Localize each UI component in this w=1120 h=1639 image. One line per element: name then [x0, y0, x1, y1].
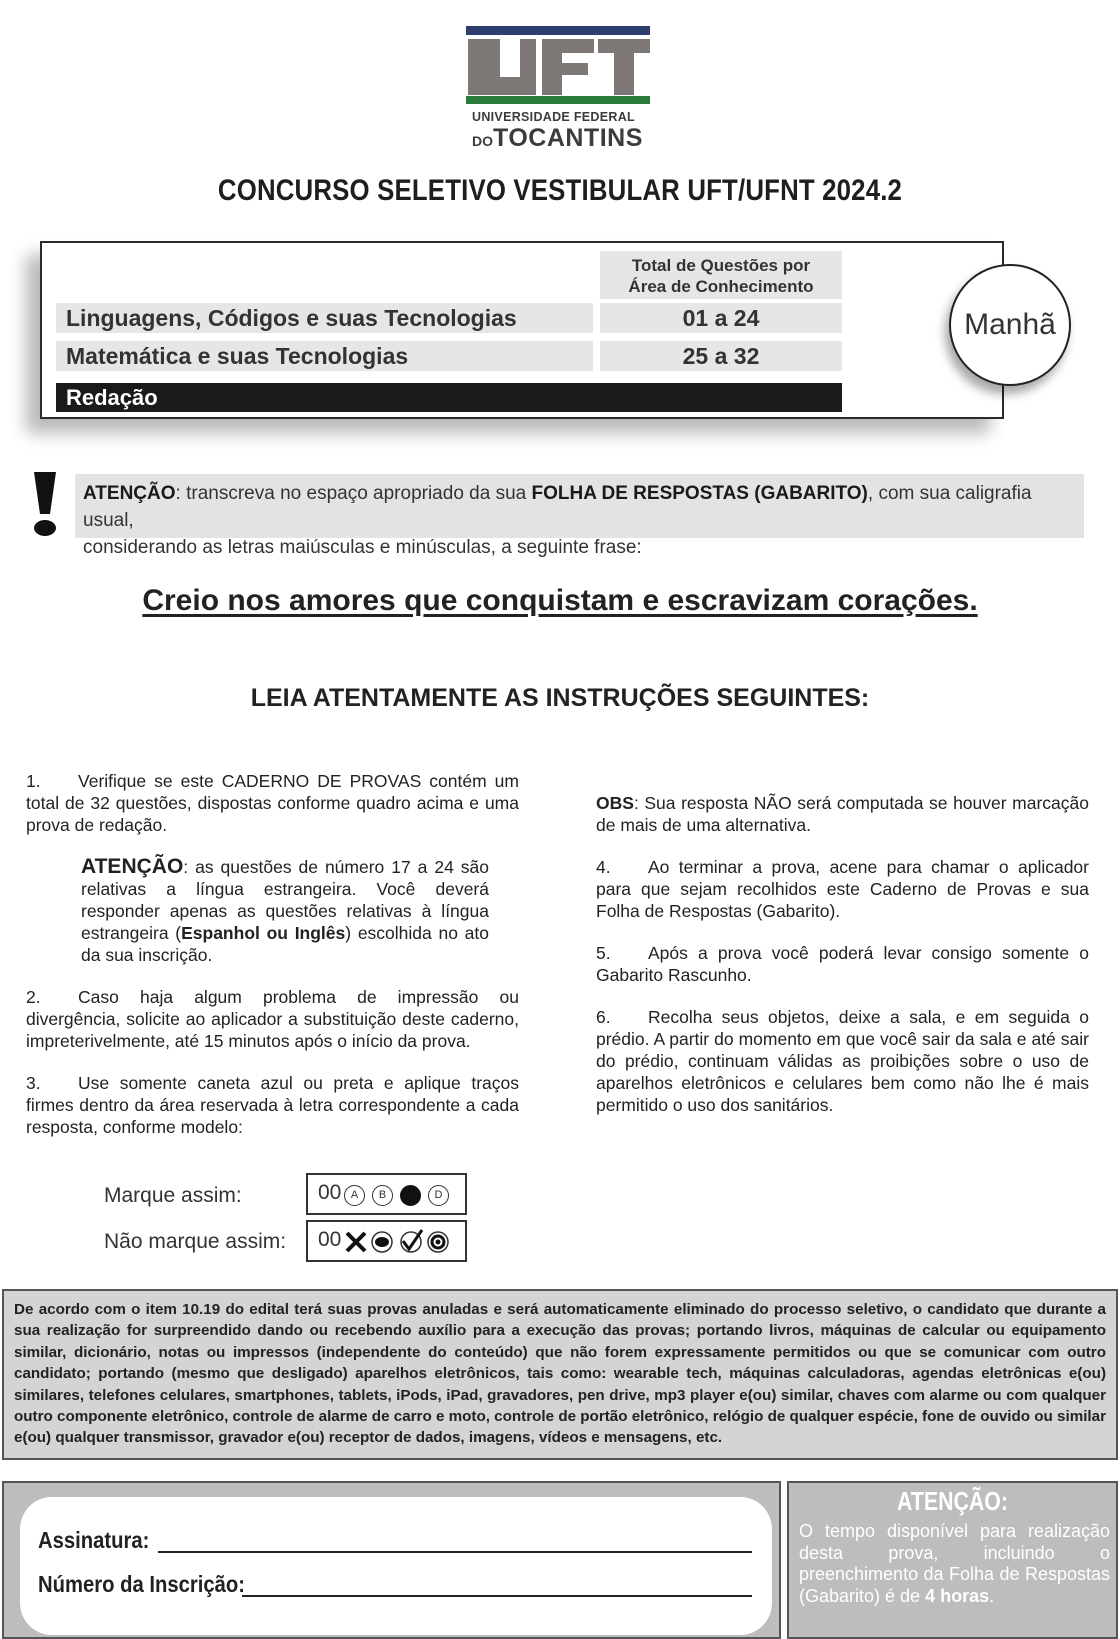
instruction-item [26, 770, 519, 836]
signature-card [20, 1497, 772, 1635]
mark-correct-label: Marque assim: [104, 1184, 242, 1207]
registration-line[interactable] [242, 1595, 752, 1597]
time-notice-title: ATENÇÃO: [897, 1486, 1008, 1516]
time-notice-text [799, 1521, 1110, 1607]
instruction-number: 6. [596, 1007, 611, 1027]
questions-header-line1: Total de Questões por [631, 256, 811, 275]
time-notice [787, 1481, 1118, 1639]
logo-do: DO [472, 133, 493, 149]
bubble-b: B [372, 1185, 393, 1206]
instruction-number: 5. [596, 943, 611, 963]
obs-text: : Sua resposta NÃO será computada se houver marcação de mais de uma alternativa. [596, 793, 1089, 835]
transcription-phrase: Creio nos amores que conquistam e escravizam corações. [142, 584, 978, 617]
mark-wrong-label: Não marque assim: [104, 1230, 287, 1253]
instruction-item [596, 1006, 1089, 1116]
signature-label: Assinatura: [38, 1527, 150, 1553]
instruction-item [596, 856, 1089, 922]
instruction-text: Use somente caneta azul ou preta e aplique traços firmes dentro da área reservada à letra correspondente a cada resposta, conforme modelo: [26, 1073, 519, 1137]
instructions-title: LEIA ATENTAMENTE AS INSTRUÇÕES SEGUINTES: [250, 684, 870, 712]
time-notice-body: O tempo disponível para realização desta prova, incluindo o preenchimento da Folha de Respostas (Gabarito) é de [799, 1521, 1110, 1606]
attention-bold: FOLHA DE RESPOSTAS (GABARITO) [531, 483, 868, 504]
attention-label: ATENÇÃO [83, 483, 176, 504]
bubble-d: D [428, 1185, 449, 1206]
instruction-item [26, 1072, 519, 1138]
uft-logo [466, 12, 650, 152]
instruction-number: 4. [596, 857, 611, 877]
page-title: CONCURSO SELETIVO VESTIBULAR UFT/UFNT 2024.2 [217, 174, 903, 207]
language-attention-text1: : as questões de número 17 a 24 são relativas a língua estrangeira. Você deverá responder apenas as questões relativas à língua estrangeira ( [81, 857, 489, 943]
instruction-text: Após a prova você poderá levar consigo somente o Gabarito Rascunho. [596, 943, 1089, 985]
shift-badge: Manhã [949, 264, 1071, 386]
example-question-number: 00 [318, 1181, 342, 1204]
signature-line[interactable] [158, 1551, 752, 1553]
instruction-item [26, 986, 519, 1052]
questions-header-line2: Área de Conhecimento [628, 277, 814, 296]
attention-text1: : transcreva no espaço apropriado da sua [175, 483, 532, 504]
partial-fill-icon [370, 1230, 394, 1254]
logo-bar-bottom [466, 96, 650, 104]
logo-bar-top [466, 26, 650, 35]
bubble-filled-icon [400, 1185, 421, 1206]
attention-text3: considerando as letras maiúsculas e minúsculas, a seguinte frase: [83, 537, 642, 558]
logo-university-text: UNIVERSIDADE FEDERAL [472, 110, 635, 124]
obs-item [596, 792, 1089, 836]
instruction-number: 1. [26, 771, 41, 791]
language-attention-text2: ) escolhida no ato da sua inscrição. [81, 923, 489, 965]
instruction-text: Recolha seus objetos, deixe a sala, e em seguida o prédio. A partir do momento em que você sair da sala e até sair do prédio, continuam válidas as proibições sobre o uso de aparelhos eletrônicos e celulares bem como não lhe é mais permitido o uso dos sanitários. [596, 1007, 1089, 1115]
obs-label: OBS [596, 793, 634, 813]
instruction-number: 2. [26, 987, 41, 1007]
language-attention-bold: Espanhol ou Inglês [181, 923, 346, 943]
subject-range: 25 a 32 [600, 341, 842, 371]
instruction-item [596, 942, 1089, 986]
questions-header [600, 251, 842, 299]
instruction-text: Verifique se este CADERNO DE PROVAS contém um total de 32 questões, dispostas conforme quadro acima e uma prova de redação. [26, 771, 519, 835]
example-question-number: 00 [318, 1228, 342, 1251]
language-attention-label: ATENÇÃO [81, 855, 184, 878]
instructions-right-column [596, 792, 1089, 1136]
attention-text2: , com sua caligrafia usual, [83, 483, 1032, 531]
logo-tocantins-text [472, 124, 643, 153]
elimination-notice [2, 1289, 1118, 1460]
logo-tocantins: TOCANTINS [493, 124, 643, 152]
instruction-text: Ao terminar a prova, acene para chamar o aplicador para que sejam recolhidos este Caderno de Provas e sua Folha de Respostas (Gabarito). [596, 857, 1089, 921]
elimination-notice-text: De acordo com o item 10.19 do edital terá suas provas anuladas e será automaticamente eliminado do processo seletivo, o candidato que durante a sua realização for surpreendido dando ou recebendo auxílio para a execução das provas; portando livros, máquinas de calcular ou equipamento similar, dicionário, notas ou impressos (independente do conteúdo) que não forem expressamente permitidos ou que se comunicar com outro candidato; portando (mesmo que desligado) aparelhos eletrônicos, tais como: wearable tech, máquinas calculadoras, agendas eletrônicas e(ou) similares, telefones celulares, smartphones, tablets, iPods, iPad, gravadores, pen drive, mp3 player e(ou) similar, chaves com alarme ou com qualquer outro componente eletrônico, controle de alarme de carro e moto, controle de portão eletrônico, relógio de qualquer espécie, fone de ouvido ou similar e(ou) qualquer transmissor, gravador e(ou) receptor de dados, imagens, vídeos e mensagens, etc. [14, 1301, 1107, 1447]
signature-panel [2, 1481, 781, 1639]
mark-correct-example [306, 1173, 467, 1215]
time-notice-duration: 4 horas [925, 1585, 990, 1606]
check-mark-icon [398, 1228, 424, 1254]
registration-label: Número da Inscrição: [38, 1571, 245, 1597]
instruction-text: Caso haja algum problema de impressão ou divergência, solicite ao aplicador a substituição deste caderno, impreterivelmente, até 15 minutos após o início da prova. [26, 987, 519, 1051]
language-attention [81, 856, 489, 966]
subject-range: 01 a 24 [600, 303, 842, 333]
instructions-left-column [26, 770, 519, 1158]
mark-wrong-example [306, 1220, 467, 1262]
time-notice-end: . [989, 1585, 995, 1606]
instruction-number: 3. [26, 1073, 41, 1093]
subject-name: Linguagens, Códigos e suas Tecnologias [56, 303, 593, 333]
exclamation-icon [30, 470, 60, 538]
uft-letters-icon [466, 39, 650, 95]
scribble-mark-icon [426, 1230, 450, 1254]
essay-row: Redação [56, 383, 842, 412]
subject-name: Matemática e suas Tecnologias [56, 341, 593, 371]
bubble-a: A [344, 1185, 365, 1206]
subjects-box [40, 241, 1004, 419]
x-mark-icon [344, 1230, 368, 1254]
attention-banner [75, 474, 1084, 558]
